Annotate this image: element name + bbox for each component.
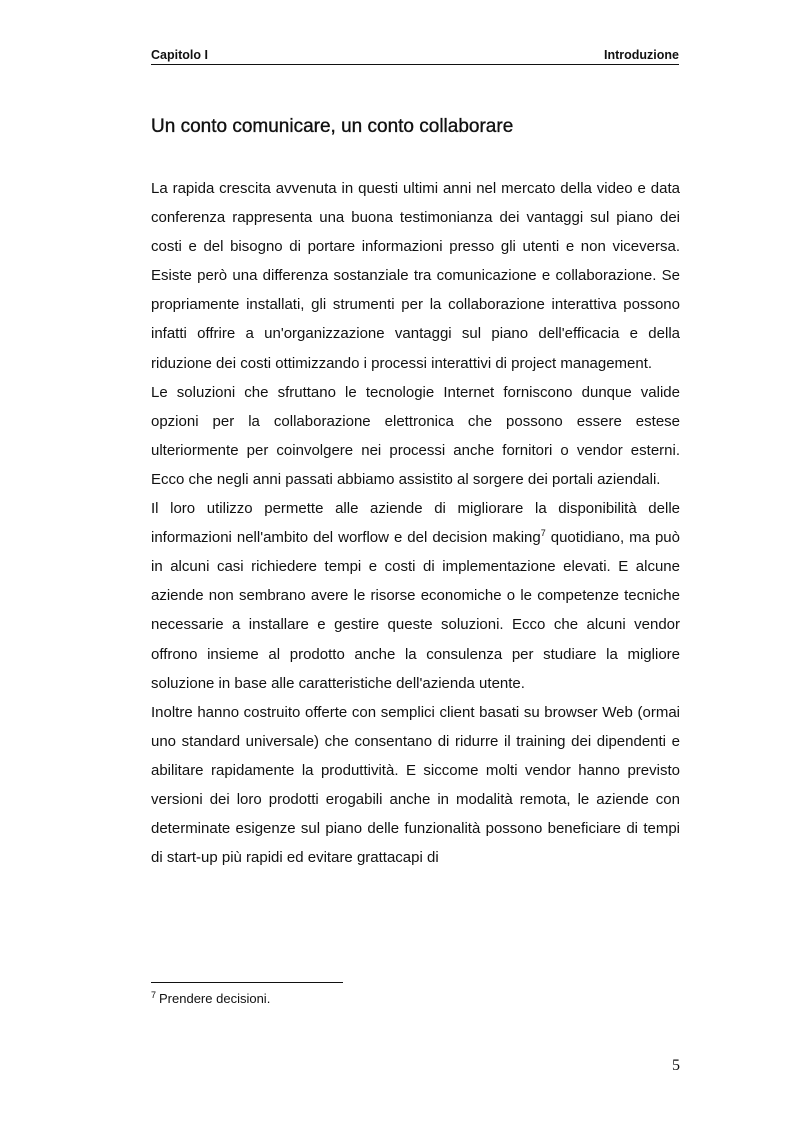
paragraph-3-text-end: quotidiano, ma può in alcuni casi richiedere tempi e costi di implementazione elevati. E alcune aziende non sembrano avere le risorse economiche o le competenze tecniche necessarie a installare e gestire queste soluzioni. Ecco che alcuni vendor offrono insieme al prodotto anche la consulenza per studiare la migliore soluzione in base alle caratteristiche dell'azienda utente. — [151, 529, 680, 692]
paragraph-4: Inoltre hanno costruito offerte con semplici client basati su browser Web (ormai uno standard universale) che consentano di ridurre il training dei dipendenti e abilitare rapidamente la produttività. E siccome molti vendor hanno previsto versioni dei loro prodotti erogabili anche in modalità remota, le aziende con determinate esigenze sul piano delle funzionalità possono beneficiare di tempi di start-up più rapidi ed evitare grattacapi di — [151, 703, 680, 867]
running-header — [151, 47, 679, 65]
footnote-text: Prendere decisioni. — [159, 991, 271, 1006]
section-title: Un conto comunicare, un conto collaborare — [151, 116, 514, 137]
section-label: Introduzione — [604, 48, 679, 62]
paragraph-1: La rapida crescita avvenuta in questi ultimi anni nel mercato della video e data conferenza rappresenta una buona testimonianza dei vantaggi sul piano dei costi e del bisogno di portare informazioni presso gli utenti e non viceversa. Esiste però una differenza sostanziale tra comunicazione e collaborazione. Se propriamente installati, gli strumenti per la collaborazione interattiva possono infatti offrire a un'organizzazione vantaggi sul piano dell'efficacia e della riduzione dei costi ottimizzando i processi interattivi di project management. — [151, 180, 680, 372]
footnote-divider — [151, 982, 343, 983]
chapter-label: Capitolo I — [151, 48, 208, 62]
page-number: 5 — [672, 1057, 680, 1074]
footnote — [151, 990, 270, 1008]
paragraph-2: Le soluzioni che sfruttano le tecnologie Internet forniscono dunque valide opzioni per la collaborazione elettronica che possono essere estese ulteriormente per coinvolgere nei processi anche fornitori o vendor esterni. Ecco che negli anni passati abbiamo assistito al sorgere dei portali aziendali. — [151, 383, 680, 488]
footnote-number: 7 — [151, 990, 157, 1000]
footnote-reference: 7 — [540, 528, 546, 539]
body-text — [151, 174, 680, 872]
paragraph-3 — [151, 494, 680, 698]
paragraph-3-text-start: Il loro utilizzo permette alle aziende di migliorare la disponibilità delle informazioni nell'ambito del worflow e del decision making — [151, 500, 680, 547]
